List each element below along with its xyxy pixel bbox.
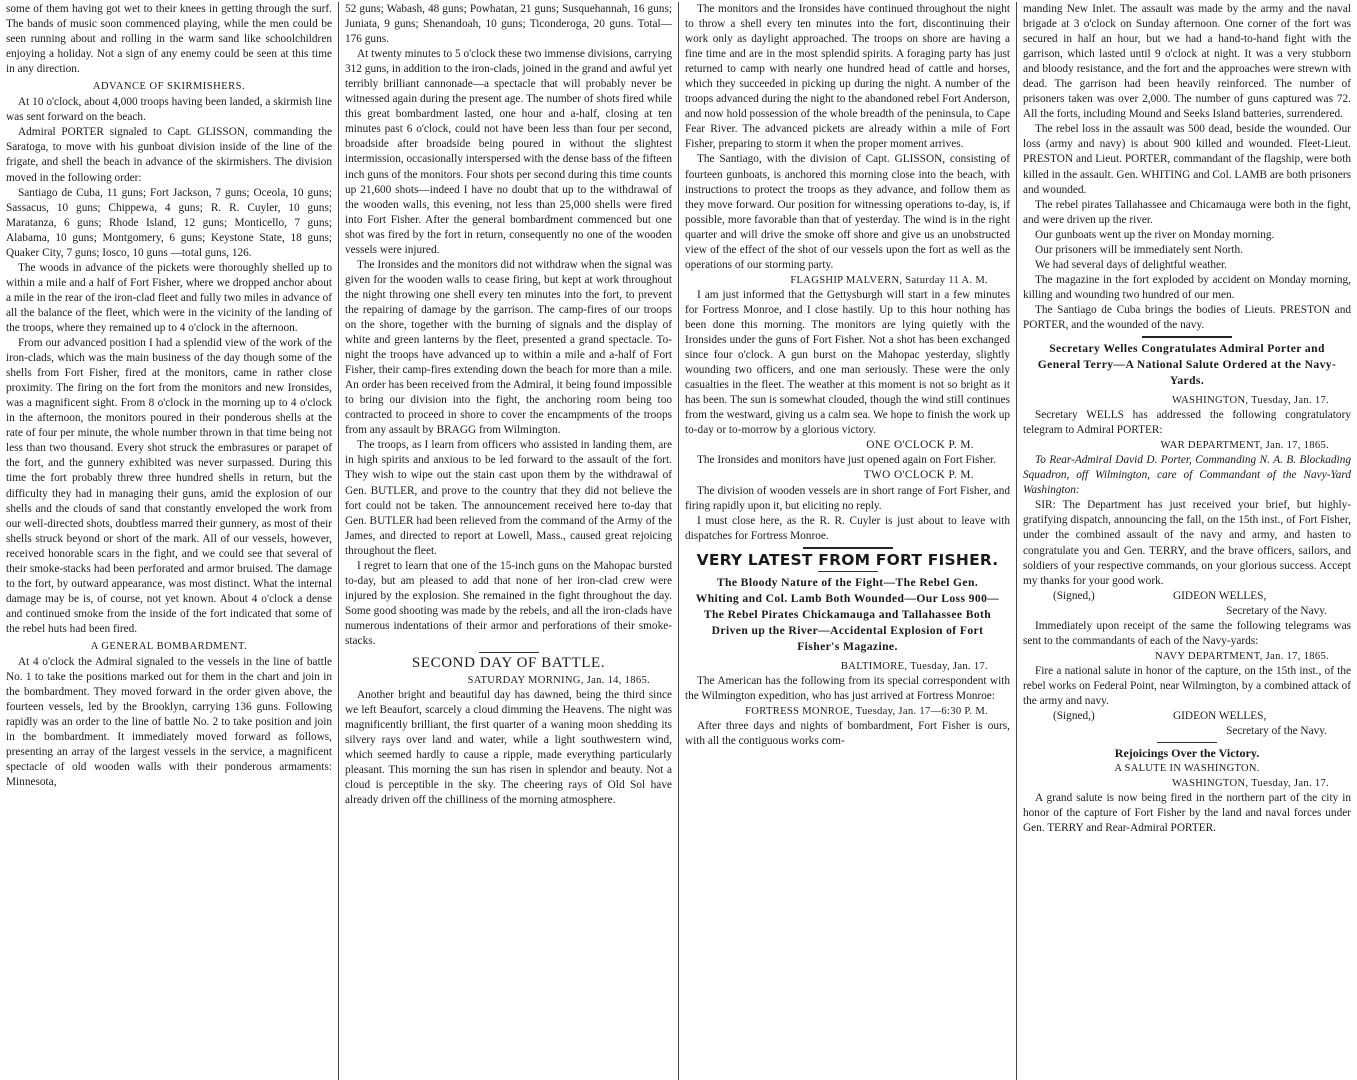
paragraph: manding New Inlet. The assault was made by the army and the naval brigade at 3 o'clock on Sunday afternoon. One corner of the fort was secured in half an hour, but we had a hand-to-hand fight with the garrison, which lasted until 9 o'clock at night. It was a very stubborn and bloody resistance, and the fort and the approaches were strewn with dead. The garrison had been heavily reinforced. The number of prisoners taken was over 2,000. The number of guns captured was 72. All the forts, including Mound and Seeks Island batteries, surrendered. (1023, 3, 1351, 121)
signed-label: (Signed,) (1053, 710, 1095, 723)
paragraph: Admiral PORTER signaled to Capt. GLISSON, commanding the Saratoga, to move with his gunboat division inside of the line of the frigate, and shell the beach in advance of the skirmishers. The division moved in the following order: (6, 126, 332, 184)
dateline: WASHINGTON, Tuesday, Jan. 17. (1171, 778, 1329, 790)
subheading-small: A SALUTE IN WASHINGTON. (1114, 763, 1260, 775)
paragraph: The rebel loss in the assault was 500 dead, beside the wounded. Our loss (army and navy) is about 900 killed and wounded. Fleet-Lieut. PRESTON and Lieut. PORTER, commandant of the flagship, were both killed in the assault. Gen. WHITING and Col. LAMB are both prisoners and wounded. (1023, 123, 1351, 196)
dateline: NAVY DEPARTMENT, Jan. 17, 1865. (1154, 650, 1329, 662)
time-dateline: ONE O'CLOCK P. M. (866, 439, 974, 452)
signature-line (1023, 709, 1351, 724)
section-heading: A GENERAL BOMBARDMENT. (90, 640, 248, 652)
paragraph: Our prisoners will be immediately sent North. (1035, 243, 1244, 256)
paragraph: Santiago de Cuba, 11 guns; Fort Jackson, 7 guns; Oceola, 10 guns; Sassacus, 10 guns; Chippewa, 4 guns; R. R. Cuyler, 10 guns; Maratanza, 6 guns; Rhode Island, 12 guns; Monticello, 7 guns; Alabama, 10 guns; Montgomery, 6 guns; Keystone State, 18 guns; Quaker City, 7 guns; Iosco, 10 guns —total guns, 126. (6, 186, 332, 259)
address-line: To Rear-Admiral David D. Porter, Commanding N. A. B. Blockading Squadron, off Wilmington, care of Commandant of the Navy-Yard Washington: (1023, 454, 1351, 497)
paragraph: The rebel pirates Tallahassee and Chicamauga were both in the fight, and were driven up the river. (1023, 198, 1351, 226)
paragraph: I am just informed that the Gettysburgh will start in a few minutes for Fortress Monroe, and I close hastily. Up to this hour nothing has been done this morning. The monitors are lying quietly with the Ironsides under the guns of Fort Fisher. Not a shot has been exchanged since four o'clock. A gun burst on the Mahopac yesterday, slightly wounding two officers, and one man seriously. These were the only casualties in the fleet. The weather at this moment is not so bright as it has been. The sun is somewhat clouded, though the wind still continues from the westward, giving us a calm sea. We hope to finish the work up to-day or to-morrow by a glorious victory. (685, 288, 1010, 437)
subheading: Rejoicings Over the Victory. (1114, 746, 1260, 761)
paragraph: The troops, as I learn from officers who assisted in landing them, are in high spirits and anxious to be led forward to the assault of the fort. They wish to wipe out the stain cast upon them by the withdrawal of Gen. BUTLER, and prove to the country that they did not believe the fort could not be taken. The announcement received here to-day that Gen. BUTLER had been relieved from the command of the Army of the James, and directed to report at Lowell, Mass., caused great rejoicing throughout the fleet. (345, 439, 672, 557)
paragraph: At 10 o'clock, about 4,000 troops having been landed, a skirmish line was sent forward on the beach. (6, 96, 332, 124)
column-4 (1016, 2, 1357, 1080)
dateline: FLAGSHIP MALVERN, Saturday 11 A. M. (790, 274, 988, 286)
paragraph: Fire a national salute in honor of the capture, on the 15th inst., of the rebel works on Federal Point, near Wilmington, by a combined attack of the army and navy. (1023, 664, 1351, 707)
headline-deck: Secretary Welles Congratulates Admiral Porter and General Terry—A National Salute Ordered at the Navy-Yards. (1037, 342, 1337, 388)
paragraph: 52 guns; Wabash, 48 guns; Powhatan, 21 guns; Susquehannah, 16 guns; Juniata, 9 guns; Shenandoah, 10 guns; Ticonderoga, 20 guns. Total—176 guns. (345, 3, 672, 46)
section-heading: SECOND DAY OF BATTLE. (411, 655, 606, 672)
paragraph: SIR: The Department has just received your brief, but highly-gratifying dispatch, announcing the fall, on the 15th inst., of Fort Fisher, under the combined assault of the navy and army, and hasten to congratulate you and Gen. TERRY, and the brave officers, sailors, and soldiers of your respective commands, on your glorious success. Accept my thanks for your good work. (1023, 499, 1351, 587)
paragraph: The American has the following from its special correspondent with the Wilmington expedition, who has just arrived at Fortress Monroe: (685, 674, 1010, 702)
paragraph: some of them having got wet to their knees in getting through the surf. The bands of music soon commenced playing, while the men could be seen running about and rolling in the warm sand like schoolchildren enjoying a holiday. Not a sign of any enemy could be seen at this time in any direction. (6, 3, 332, 76)
column-3 (678, 2, 1016, 1080)
paragraph: After three days and nights of bombardment, Fort Fisher is ours, with all the contiguous works com- (685, 719, 1010, 747)
paragraph: The Ironsides and monitors have just opened again on Fort Fisher. (697, 454, 997, 467)
divider-rule (803, 547, 893, 549)
signer-name: GIDEON WELLES, (1173, 710, 1267, 723)
time-dateline: TWO O'CLOCK P. M. (863, 469, 974, 482)
paragraph: Another bright and beautiful day has dawned, being the third since we left Beaufort, scarcely a cloud dimming the Heavens. The night was magnificently brilliant, the first quarter of a waning moon shedding its silvery rays over land and water, while a light southwestern wind, which seemed hardly to cause a ripple, made everything particularly pleasant. This morning the sun has risen in splendor and beauty. Not a cloud is perceptible in the sky. The cheering rays of Old Sol have already driven off the chilliness of the morning atmosphere. (345, 689, 672, 807)
dateline: FORTRESS MONROE, Tuesday, Jan. 17—6:30 P. M. (745, 705, 988, 717)
signed-label: (Signed,) (1053, 589, 1095, 602)
paragraph: I must close here, as the R. R. Cuyler is just about to leave with dispatches for Fortress Monroe. (685, 514, 1010, 542)
paragraph: The monitors and the Ironsides have continued throughout the night to throw a shell every ten minutes into the fort, discontinuing their work only as daylight approached. The troops on shore are having a fine time and are in the most splendid spirits. A foraging party has just returned to camp with nearly one hundred head of cattle and horses, which they succeeded in picking up during the night. A number of the troops advanced during the night to the abandoned rebel Fort Anderson, and now hold possession of the whole breadth of the peninsula, to Cape Fear River. The advanced pickets are already within a mile of Fort Fisher, preparing to storm it when the proper moment arrives. (685, 3, 1010, 151)
paragraph: A grand salute is now being fired in the northern part of the city in honor of the capture of Fort Fisher by the land and naval forces under Gen. TERRY and Rear-Admiral PORTER. (1023, 792, 1351, 835)
divider-rule (1157, 742, 1217, 743)
dateline: BALTIMORE, Tuesday, Jan. 17. (840, 660, 988, 672)
paragraph: We had several days of delightful weather. (1035, 258, 1228, 271)
column-2 (338, 2, 678, 1080)
paragraph: Our gunboats went up the river on Monday morning. (1035, 228, 1275, 241)
paragraph: Immediately upon receipt of the same the following telegrams was sent to the commandants of each of the Navy-yards: (1023, 619, 1351, 647)
signature-title: Secretary of the Navy. (1226, 725, 1327, 738)
paragraph: The division of wooden vessels are in short range of Fort Fisher, and firing rapidly upon it, but eliciting no reply. (685, 484, 1010, 512)
divider-rule (479, 652, 539, 653)
paragraph: At twenty minutes to 5 o'clock these two immense divisions, carrying 312 guns, in addition to the iron-clads, joined in the grand and awful yet terribly brilliant cannonade—a spectacle that will probably never be witnessed again during the present age. The number of shots fired while this great bombardment lasted, one hour and a-half, closing at ten minutes past 6 o'clock, could not have been less than four per second, broadside after broadside being poured in without the slightest intermission, occasionally interspersed with the dense bass of the fifteen inch guns of the monitors. Four shots per second during this time counts up 21,600 shots—indeed I have no doubt that up to the withdrawal of the wooden walls, this evening, not less than 25,000 shells were fired into Fort Fisher. After the general bombardment commenced but one shot was fired by the fort in return, consequently no one of the wooden vessels were injured. (345, 48, 672, 256)
paragraph: I regret to learn that one of the 15-inch guns on the Mahopac bursted to-day, but am pleased to add that none of her iron-clad crew were injured by the explosion. She remained in the fight throughout the day. Some good shooting was made by the rebels, and all the iron-clads have numerous indentations of their armor and perforations of their smoke-stacks. (345, 559, 672, 647)
paragraph: The magazine in the fort exploded by accident on Monday morning, killing and wounding two hundred of our men. (1023, 273, 1351, 301)
paragraph: The Santiago, with the division of Capt. GLISSON, consisting of fourteen gunboats, is anchored this morning close into the beach, with instructions to protect the troops as they advance, and follow them as they move forward. Our position for witnessing operations to-day, is, if possible, more favorable than that of yesterday. The wind is in the right quarter and will drive the smoke off shore and give us an unobstructed view of the effect of the shot of our vessels upon the fort as well as the operations of our storming party. (685, 153, 1010, 271)
divider-rule (1142, 336, 1232, 338)
paragraph: At 4 o'clock the Admiral signaled to the vessels in the line of battle No. 1 to take the positions marked out for them in the chart and join in the bombardment. They moved forward in the order given above, the fourteen vessels, led by the Brooklyn, carrying 136 guns. Following rapidly was an order to the line of battle No. 2 to take position and join in the bombardment. It immediately moved forward as follows, presenting an array of the largest vessels in the service, a magnificent spectacle of old wooden walls with their ponderous armaments: Minnesota, (6, 656, 332, 789)
dateline: WASHINGTON, Tuesday, Jan. 17. (1171, 395, 1329, 407)
paragraph: The Ironsides and the monitors did not withdraw when the signal was given for the wooden walls to cease firing, but kept at work throughout the night throwing one shell every ten minutes into the fort, to prevent the repairing of damage by the garrison. The camp-fires of our troops on the shore, together with the burning of signals and the display of white and green lanterns by the fleet, presented a grand spectacle. To-night the troops have advanced up to within a mile and a-half of Fort Fisher, their camp-fires extending down the beach for more than a mile. An order has been received from the Admiral, it being found impossible to bring our division into the fight, the anchoring room being too contracted to proceed in shore to cover the encampments of the troops from any assault by BRAGG from Wilmington. (345, 258, 672, 437)
dateline: SATURDAY MORNING, Jan. 14, 1865. (467, 675, 650, 687)
divider-rule (818, 571, 878, 572)
signer-name: GIDEON WELLES, (1173, 589, 1267, 602)
headline: VERY LATEST FROM FORT FISHER. (696, 550, 999, 569)
headline-deck: The Bloody Nature of the Fight—The Rebel Gen. Whiting and Col. Lamb Both Wounded—Our Loss 900—The Rebel Pirates Chickamauga and Tallahassee Both Driven up the River—Accidental Explosion of Fort Fisher's Magazine. (695, 575, 1000, 653)
dateline: WAR DEPARTMENT, Jan. 17, 1865. (1160, 440, 1329, 452)
signature-line (1023, 589, 1351, 604)
column-1 (0, 2, 338, 1080)
signature-title: Secretary of the Navy. (1226, 604, 1327, 617)
paragraph: The woods in advance of the pickets were thoroughly shelled up to within a mile and a half of Fort Fisher, where we dropped anchor about a mile in the rear of the iron-clad fleet and fully two miles in advance of all the balance of the fleet, which were in the vicinity of the landing of the troops, where they remained up to 4 o'clock in the afternoon. (6, 261, 332, 334)
paragraph: The Santiago de Cuba brings the bodies of Lieuts. PRESTON and PORTER, and the wounded of the navy. (1023, 303, 1351, 331)
paragraph: From our advanced position I had a splendid view of the work of the iron-clads, which was the main business of the day though some of the shells from Fort Fisher, fired at the monitors, came in rather close proximity. The firing on the fort from the monitors and new Ironsides, was a magnificent sight. From 8 o'clock in the morning up to 4 o'clock in the afternoon, the monitors poured in their ponderous shells at the rate of four per minute, the whole number thrown in that time being not less than two thousand. Every shot struck the embrasures or parapet of the fort, and the gunnery exhibited was never surpassed. During this time the fort probably threw three hundred shells in return, but the difficulty they had in managing their guns, amid the explosion of our shells and the clouds of sand that constantly enveloped the work from our well-directed shots, doubtless marred their gunnery, as most of their shells struck beyond or short of the mark. All of our vessels, however, received honorable scars in the fight, and we could see that several of their smoke-stacks had been perforated and armor bruised. The damage to the fort, by outward appearance, was most distinct. What the internal damage may be is, of course, not yet known. About 4 o'clock a dense and continued smoke from the inside of the fort indicated that some of the rebel huts had been fired. (6, 337, 332, 635)
section-heading: ADVANCE OF SKIRMISHERS. (92, 81, 246, 93)
paragraph: Secretary WELLS has addressed the following congratulatory telegram to Admiral PORTER: (1023, 409, 1351, 437)
